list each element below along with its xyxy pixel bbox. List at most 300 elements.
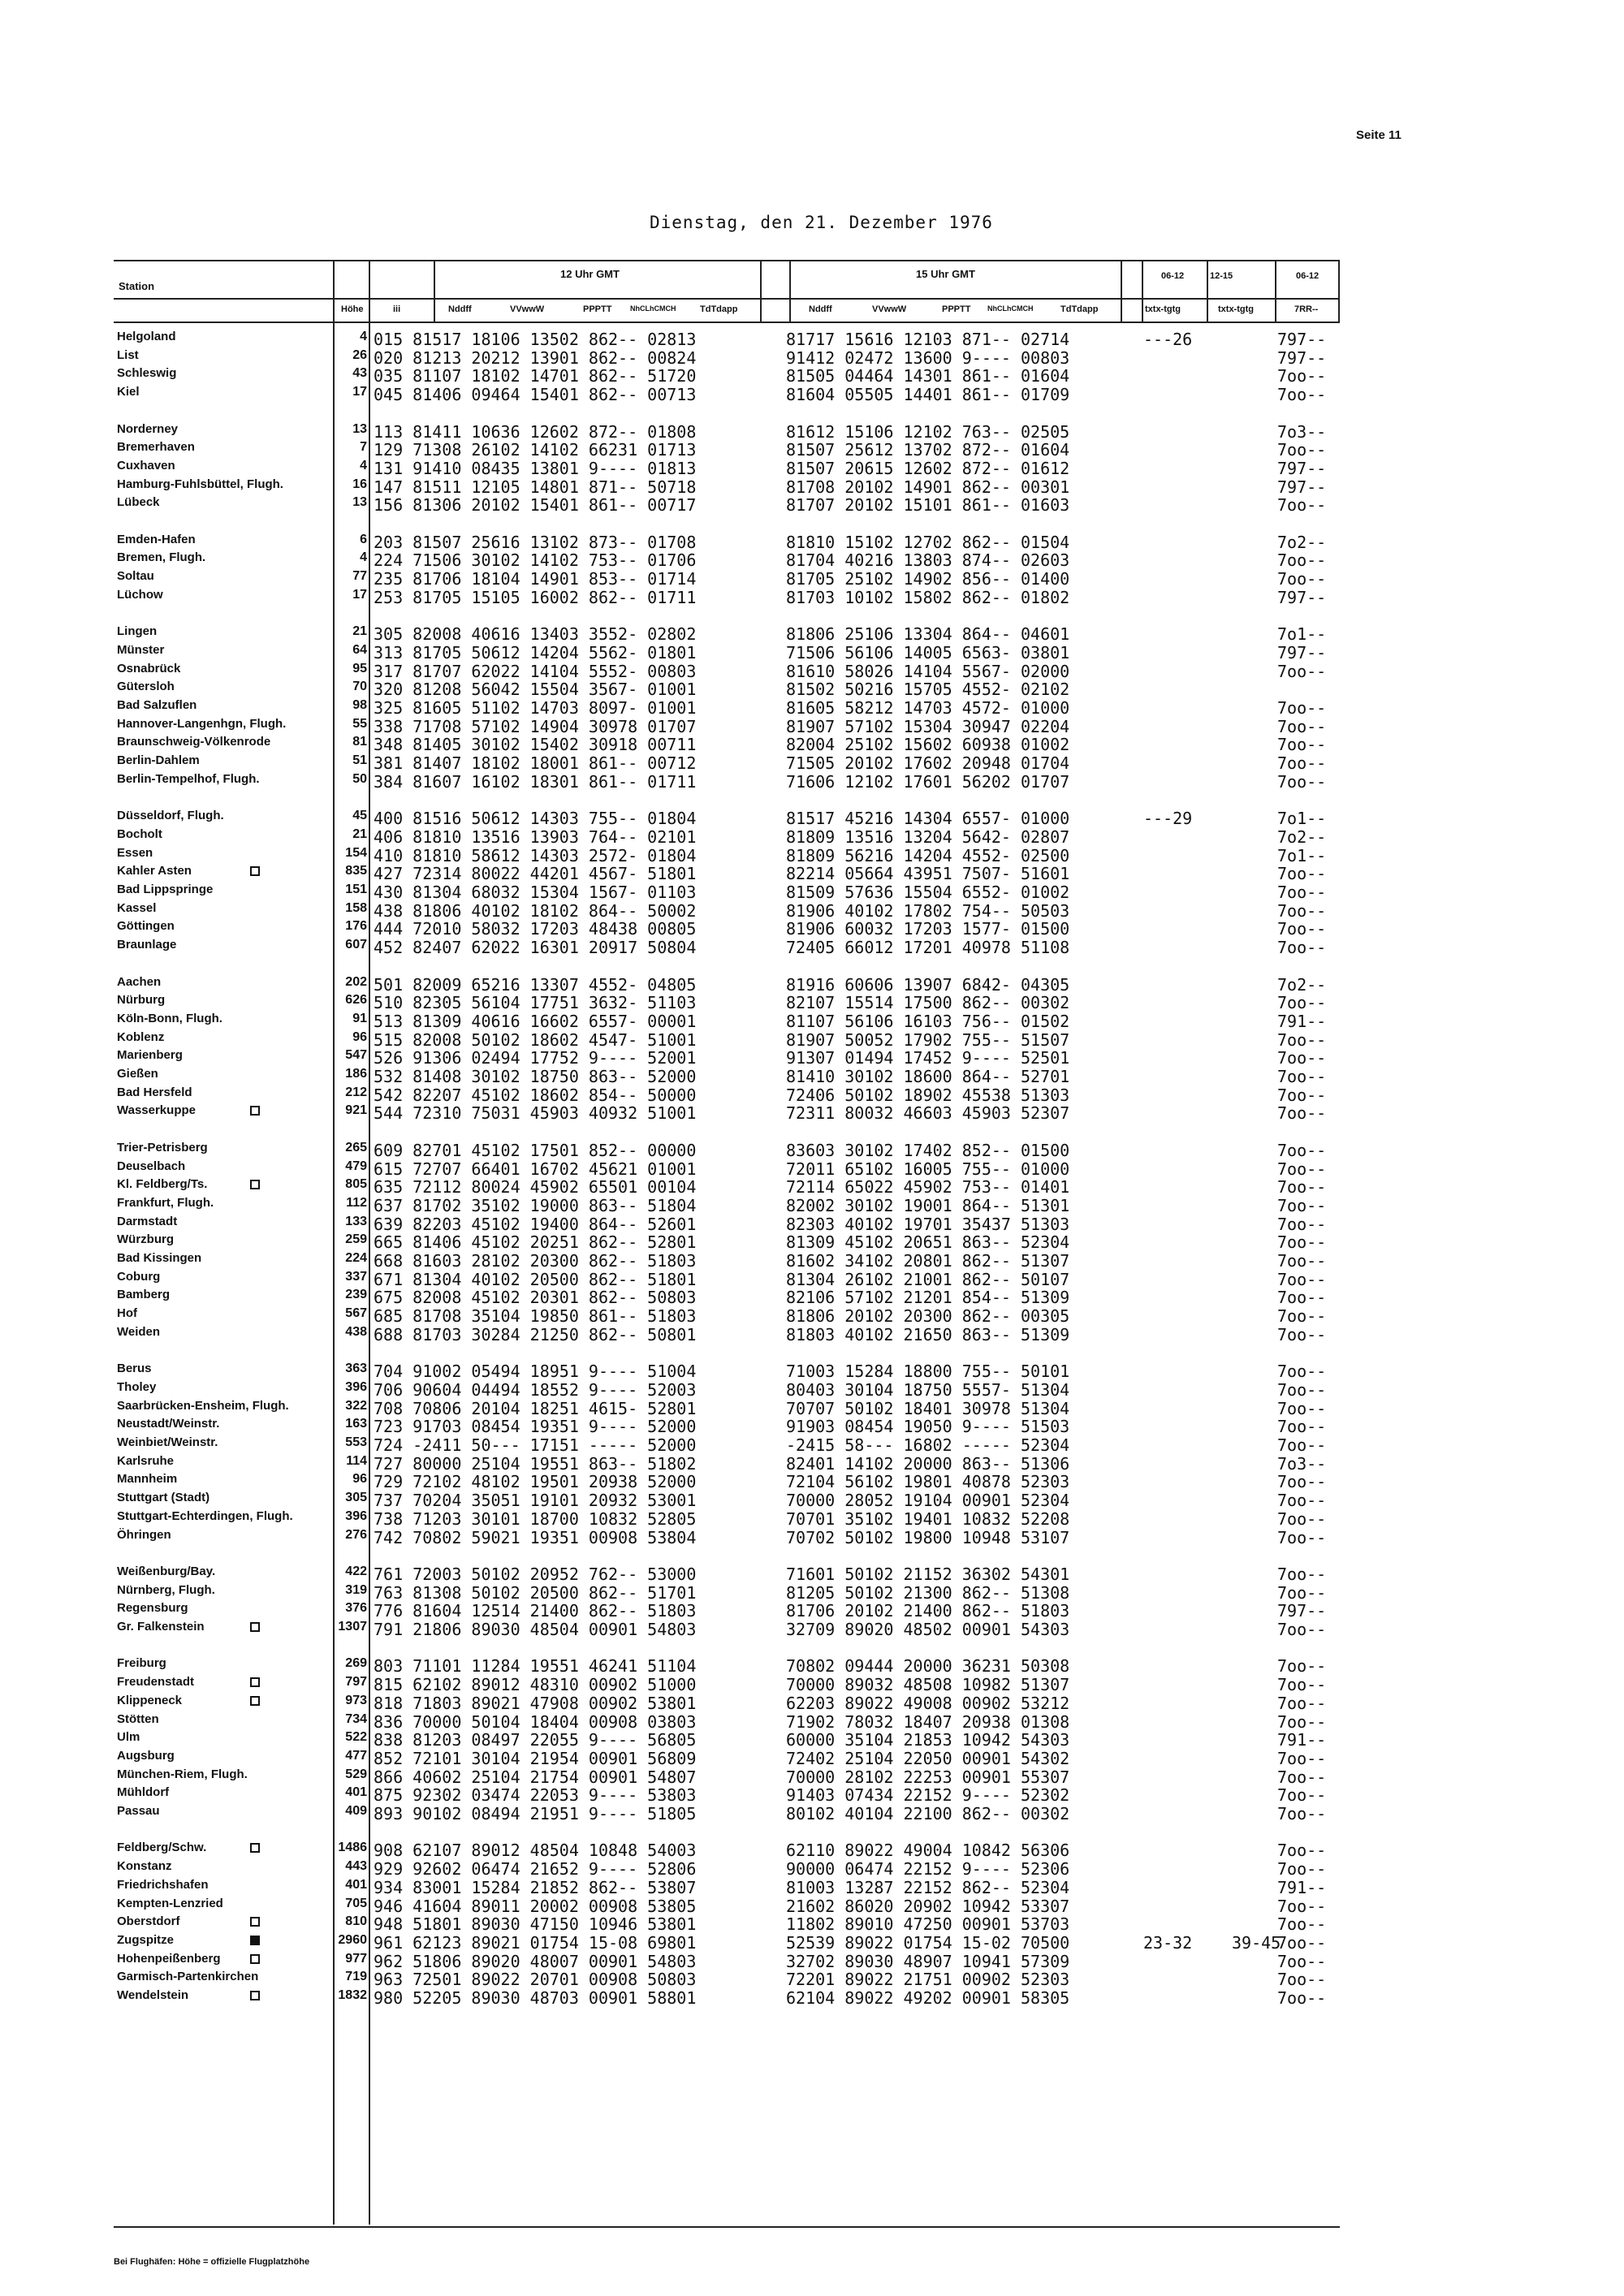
obs-15-gmt: 81706 20102 21400 862-- 51803 [786, 1601, 1070, 1621]
obs-12-gmt: 675 82008 45102 20301 862-- 50803 [374, 1288, 697, 1308]
precip-group: 7oo-- [1277, 1508, 1327, 1529]
obs-12-gmt: 708 70806 20104 18251 4615- 52801 [374, 1398, 697, 1418]
precip-group: 7oo-- [1277, 900, 1327, 921]
square-icon [250, 1180, 260, 1189]
station-height: 13 [352, 421, 367, 436]
page-number: Seite 11 [1356, 128, 1402, 142]
rule-15-start [789, 260, 791, 322]
obs-15-gmt: 81810 15102 12702 862-- 01504 [786, 532, 1070, 552]
station-height: 50 [352, 771, 367, 786]
obs-15-gmt: 82401 14102 20000 863-- 51306 [786, 1453, 1070, 1474]
station-height: 133 [345, 1214, 367, 1228]
precip-group: 7oo-- [1277, 550, 1327, 571]
obs-12-gmt: 515 82008 50102 18602 4547- 51001 [374, 1029, 697, 1050]
obs-15-gmt: 72402 25104 22050 00901 54302 [786, 1748, 1070, 1768]
obs-15-gmt: 70701 35102 19401 10832 52208 [786, 1508, 1070, 1529]
obs-12-gmt: 609 82701 45102 17501 852-- 00000 [374, 1140, 697, 1160]
obs-15-gmt: 81906 40102 17802 754-- 50503 [786, 900, 1070, 921]
precip-group: 7oo-- [1277, 938, 1327, 958]
precip-group: 7oo-- [1277, 1620, 1327, 1639]
obs-12-gmt: 948 51801 89030 47150 10946 53801 [374, 1914, 697, 1935]
precip-group: 7oo-- [1277, 1398, 1327, 1418]
obs-15-gmt: 21602 86020 20902 10942 53307 [786, 1896, 1070, 1916]
obs-15-gmt: 90000 06474 22152 9---- 52306 [786, 1859, 1070, 1880]
obs-15-gmt: 81703 10102 15802 862-- 01802 [786, 587, 1070, 607]
header-gmt12: 12 Uhr GMT [560, 268, 620, 280]
station-height: 176 [345, 919, 367, 934]
header-extra-code-2: txtx-tgtg [1218, 304, 1254, 314]
station-height: 17 [352, 385, 367, 399]
precip-group: 7oo-- [1277, 864, 1327, 884]
station-height: 112 [346, 1195, 367, 1210]
precip-group: 7oo-- [1277, 1214, 1327, 1234]
precip-group: 7oo-- [1277, 1159, 1327, 1179]
obs-12-gmt: 400 81516 50612 14303 755-- 01804 [374, 809, 697, 829]
station-name: Koblenz [117, 1029, 165, 1044]
obs-15-gmt: 71902 78032 18407 20938 01308 [786, 1711, 1070, 1732]
obs-12-gmt: 427 72314 80022 44201 4567- 51801 [374, 864, 697, 884]
obs-15-gmt: 81304 26102 21001 862-- 50107 [786, 1269, 1070, 1289]
station-height: 45 [352, 809, 367, 823]
station-name: Soltau [117, 569, 154, 584]
precip-group: 7oo-- [1277, 1269, 1327, 1289]
station-height: 21 [352, 826, 367, 841]
station-name: Mühldorf [117, 1785, 170, 1800]
station-height: 607 [345, 938, 367, 952]
station-height: 396 [345, 1508, 367, 1523]
square-icon [250, 1917, 260, 1927]
obs-15-gmt: 71505 20102 17602 20948 01704 [786, 753, 1070, 774]
obs-12-gmt: 761 72003 50102 20952 762-- 53000 [374, 1564, 697, 1584]
precip-group: 797-- [1277, 330, 1327, 349]
station-height: 269 [345, 1656, 367, 1671]
station-height: 91 [352, 1011, 367, 1025]
obs-12-gmt: 737 70204 35051 19101 20932 53001 [374, 1491, 697, 1511]
header-code-15-1: Nddff [809, 304, 832, 314]
obs-12-gmt: 908 62107 89012 48504 10848 54003 [374, 1841, 697, 1861]
precip-group: 791-- [1277, 1011, 1327, 1031]
obs-15-gmt: 81604 05505 14401 861-- 01709 [786, 385, 1070, 405]
station-name: Münster [117, 642, 165, 657]
station-name: Gießen [117, 1067, 158, 1081]
station-name: Kiel [117, 385, 140, 399]
station-name: Coburg [117, 1269, 161, 1284]
rule-12-end [760, 260, 762, 322]
obs-15-gmt: 81806 20102 20300 862-- 00305 [786, 1306, 1070, 1327]
obs-12-gmt: 325 81605 51102 14703 8097- 01001 [374, 698, 697, 718]
obs-15-gmt: 72311 80032 46603 45903 52307 [786, 1103, 1070, 1124]
obs-15-gmt: 11802 89010 47250 00901 53703 [786, 1914, 1070, 1935]
station-name: Braunschweig-Völkenrode [117, 735, 271, 749]
precip-group: 7oo-- [1277, 1859, 1327, 1880]
station-height: 212 [345, 1085, 367, 1099]
obs-12-gmt: 045 81406 09464 15401 862-- 00713 [374, 385, 697, 405]
station-name: Friedrichshafen [117, 1877, 209, 1892]
precip-group: 7oo-- [1277, 1767, 1327, 1787]
temp-range-06-12: ---29 [1143, 809, 1193, 829]
station-name: List [117, 347, 139, 362]
precip-group: 7oo-- [1277, 1177, 1327, 1198]
precip-group: 7oo-- [1277, 993, 1327, 1013]
station-height: 547 [345, 1048, 367, 1063]
station-name: Düsseldorf, Flugh. [117, 809, 224, 823]
station-height: 265 [345, 1140, 367, 1154]
obs-12-gmt: 791 21806 89030 48504 00901 54803 [374, 1620, 697, 1639]
obs-15-gmt: 72114 65022 45902 753-- 01401 [786, 1177, 1070, 1198]
obs-12-gmt: 438 81806 40102 18102 864-- 50002 [374, 900, 697, 921]
obs-12-gmt: 637 81702 35102 19000 863-- 51804 [374, 1195, 697, 1215]
station-height: 921 [345, 1103, 367, 1118]
obs-15-gmt: 81509 57636 15504 6552- 01002 [786, 883, 1070, 902]
obs-12-gmt: 348 81405 30102 15402 30918 00711 [374, 735, 697, 755]
obs-12-gmt: 665 81406 45102 20251 862-- 52801 [374, 1232, 697, 1253]
precip-group: 7o3-- [1277, 421, 1327, 442]
obs-12-gmt: 131 91410 08435 13801 9---- 01813 [374, 458, 697, 478]
obs-12-gmt: 203 81507 25616 13102 873-- 01708 [374, 532, 697, 552]
precip-group: 797-- [1277, 477, 1327, 497]
precip-group: 7oo-- [1277, 1693, 1327, 1713]
precip-group: 7oo-- [1277, 1362, 1327, 1382]
station-height: 626 [345, 993, 367, 1008]
obs-15-gmt: 81309 45102 20651 863-- 52304 [786, 1232, 1070, 1253]
station-name: Wendelstein [117, 1988, 189, 2002]
obs-15-gmt: 81517 45216 14304 6557- 01000 [786, 809, 1070, 829]
station-height: 64 [352, 642, 367, 657]
station-name: Freiburg [117, 1656, 166, 1671]
precip-group: 7oo-- [1277, 1379, 1327, 1400]
station-height: 202 [345, 974, 367, 989]
obs-12-gmt: 893 90102 08494 21951 9---- 51805 [374, 1804, 697, 1823]
header-code-12-3: PPPTT [583, 304, 612, 314]
station-name: Marienberg [117, 1048, 183, 1063]
precip-group: 7oo-- [1277, 1435, 1327, 1455]
page-title: Dienstag, den 21. Dezember 1976 [650, 213, 993, 232]
precip-group: 797-- [1277, 642, 1327, 662]
station-name: München-Riem, Flugh. [117, 1767, 248, 1781]
station-height: 973 [345, 1693, 367, 1707]
precip-group: 7oo-- [1277, 1417, 1327, 1437]
precip-group: 7oo-- [1277, 1951, 1327, 1971]
obs-15-gmt: 81707 20102 15101 861-- 01603 [786, 495, 1070, 516]
precip-group: 7oo-- [1277, 569, 1327, 589]
square-icon [250, 1954, 260, 1964]
obs-12-gmt: 875 92302 03474 22053 9---- 53803 [374, 1785, 697, 1806]
station-name: Lüchow [117, 587, 163, 602]
obs-12-gmt: 544 72310 75031 45903 40932 51001 [374, 1103, 697, 1124]
precip-group: 797-- [1277, 587, 1327, 607]
precip-group: 7oo-- [1277, 366, 1327, 386]
station-name: Feldberg/Schw. [117, 1841, 207, 1855]
station-height: 114 [346, 1453, 367, 1468]
precip-group: 7o2-- [1277, 974, 1327, 995]
station-name: Norderney [117, 421, 179, 436]
station-height: 567 [345, 1306, 367, 1321]
precip-group: 7oo-- [1277, 883, 1327, 902]
obs-12-gmt: 706 90604 04494 18552 9---- 52003 [374, 1379, 697, 1400]
obs-15-gmt: 82106 57102 21201 854-- 51309 [786, 1288, 1070, 1308]
station-name: Hamburg-Fuhlsbüttel, Flugh. [117, 477, 283, 491]
precip-group: 7oo-- [1277, 1195, 1327, 1215]
obs-12-gmt: 704 91002 05494 18951 9---- 51004 [374, 1362, 697, 1382]
station-height: 705 [345, 1896, 367, 1910]
obs-12-gmt: 305 82008 40616 13403 3552- 02802 [374, 624, 697, 645]
station-name: Gr. Falkenstein [117, 1620, 205, 1634]
station-height: 4 [360, 330, 367, 343]
obs-15-gmt: -2415 58--- 16802 ----- 52304 [786, 1435, 1070, 1455]
precip-group: 797-- [1277, 347, 1327, 368]
station-name: Osnabrück [117, 661, 181, 675]
obs-15-gmt: 82303 40102 19701 35437 51303 [786, 1214, 1070, 1234]
obs-12-gmt: 384 81607 16102 18301 861-- 01711 [374, 771, 697, 792]
precip-group: 7oo-- [1277, 1472, 1327, 1492]
station-height: 319 [345, 1582, 367, 1597]
station-name: Wasserkuppe [117, 1103, 196, 1118]
obs-12-gmt: 635 72112 80024 45902 65501 00104 [374, 1177, 697, 1198]
station-name: Bamberg [117, 1288, 171, 1302]
obs-12-gmt: 410 81810 58612 14303 2572- 01804 [374, 845, 697, 865]
header-range-1: 06-12 [1161, 271, 1185, 281]
obs-12-gmt: 671 81304 40102 20500 862-- 51801 [374, 1269, 697, 1289]
obs-15-gmt: 62203 89022 49008 00902 53212 [786, 1693, 1070, 1713]
obs-15-gmt: 72011 65102 16005 755-- 01000 [786, 1159, 1070, 1179]
station-name: Bremen, Flugh. [117, 550, 206, 565]
station-height: 239 [345, 1288, 367, 1302]
obs-12-gmt: 776 81604 12514 21400 862-- 51803 [374, 1601, 697, 1621]
precip-group: 7oo-- [1277, 1711, 1327, 1732]
obs-15-gmt: 62104 89022 49202 00901 58305 [786, 1988, 1070, 2008]
obs-15-gmt: 71601 50102 21152 36302 54301 [786, 1564, 1070, 1584]
station-name: Köln-Bonn, Flugh. [117, 1011, 222, 1025]
header-code-15-3: PPPTT [942, 304, 971, 314]
precip-group: 7o1-- [1277, 624, 1327, 645]
rule-extra-2 [1207, 260, 1208, 322]
station-name: Konstanz [117, 1859, 172, 1874]
station-name: Frankfurt, Flugh. [117, 1195, 214, 1210]
precip-group: 7oo-- [1277, 771, 1327, 792]
station-name: Mannheim [117, 1472, 178, 1487]
station-name: Cuxhaven [117, 458, 175, 473]
precip-group: 7oo-- [1277, 1527, 1327, 1547]
header-code-12-2: VVwwW [510, 304, 545, 314]
station-name: Essen [117, 845, 153, 860]
station-height: 2960 [338, 1932, 367, 1947]
station-height: 4 [360, 550, 367, 565]
station-name: Freudenstadt [117, 1675, 195, 1690]
station-height: 6 [360, 532, 367, 546]
station-name: Bad Salzuflen [117, 698, 197, 712]
square-icon [250, 866, 260, 876]
station-name: Kassel [117, 900, 157, 915]
obs-15-gmt: 82214 05664 43951 7507- 51601 [786, 864, 1070, 884]
station-name: Helgoland [117, 330, 176, 343]
station-height: 734 [345, 1711, 367, 1726]
obs-15-gmt: 70000 28052 19104 00901 52304 [786, 1491, 1070, 1511]
station-name: Trier-Petrisberg [117, 1140, 208, 1154]
precip-group: 7oo-- [1277, 1085, 1327, 1105]
station-height: 98 [352, 698, 367, 712]
station-name: Regensburg [117, 1601, 188, 1616]
obs-12-gmt: 313 81705 50612 14204 5562- 01801 [374, 642, 697, 662]
header-station: Station [119, 280, 155, 292]
station-height: 396 [345, 1379, 367, 1394]
station-height: 1486 [338, 1841, 367, 1855]
station-name: Weißenburg/Bay. [117, 1564, 216, 1578]
obs-12-gmt: 852 72101 30104 21954 00901 56809 [374, 1748, 697, 1768]
obs-12-gmt: 320 81208 56042 15504 3567- 01001 [374, 680, 697, 700]
obs-12-gmt: 934 83001 15284 21852 862-- 53807 [374, 1877, 697, 1897]
station-height: 21 [352, 624, 367, 639]
precip-group: 7oo-- [1277, 735, 1327, 755]
station-height: 797 [345, 1675, 367, 1690]
obs-15-gmt: 81708 20102 14901 862-- 00301 [786, 477, 1070, 497]
precip-group: 7oo-- [1277, 1288, 1327, 1308]
precip-group: 7oo-- [1277, 1251, 1327, 1271]
header-gmt15: 15 Uhr GMT [916, 268, 975, 280]
header-range-3: 06-12 [1296, 271, 1320, 281]
obs-15-gmt: 82002 30102 19001 864-- 51301 [786, 1195, 1070, 1215]
station-height: 1832 [338, 1988, 367, 2002]
station-height: 438 [345, 1324, 367, 1339]
obs-15-gmt: 81605 58212 14703 4572- 01000 [786, 698, 1070, 718]
header-extra-code-1: txtx-tgtg [1145, 304, 1181, 314]
obs-15-gmt: 81907 57102 15304 30947 02204 [786, 716, 1070, 736]
obs-15-gmt: 72104 56102 19801 40878 52303 [786, 1472, 1070, 1492]
square-icon [250, 1106, 260, 1116]
station-height: 43 [352, 366, 367, 381]
obs-15-gmt: 80102 40104 22100 862-- 00302 [786, 1804, 1070, 1823]
station-height: 151 [345, 883, 367, 896]
obs-15-gmt: 52539 89022 01754 15-02 70500 [786, 1932, 1070, 1953]
station-name: Stuttgart-Echterdingen, Flugh. [117, 1508, 293, 1523]
obs-12-gmt: 020 81213 20212 13901 862-- 00824 [374, 347, 697, 368]
obs-15-gmt: 81505 04464 14301 861-- 01604 [786, 366, 1070, 386]
header-code-12-5: TdTdapp [700, 304, 738, 314]
station-height: 95 [352, 661, 367, 675]
precip-group: 7oo-- [1277, 1932, 1327, 1953]
obs-15-gmt: 81705 25102 14902 856-- 01400 [786, 569, 1070, 589]
precip-group: 7o1-- [1277, 809, 1327, 829]
rule-extra-3 [1275, 260, 1276, 322]
station-height: 4 [360, 458, 367, 473]
obs-15-gmt: 81003 13287 22152 862-- 52304 [786, 1877, 1070, 1897]
header-code-15-4: NhCLhCMCH [987, 304, 1034, 313]
temp-range-06-12: ---26 [1143, 330, 1193, 349]
station-name: Hannover-Langenhgn, Flugh. [117, 716, 287, 731]
obs-12-gmt: 510 82305 56104 17751 3632- 51103 [374, 993, 697, 1013]
obs-12-gmt: 035 81107 18102 14701 862-- 51720 [374, 366, 697, 386]
obs-15-gmt: 81803 40102 21650 863-- 51309 [786, 1324, 1070, 1344]
rule-15-end [1121, 260, 1122, 322]
header-code-12-4: NhCLhCMCH [630, 304, 676, 313]
obs-15-gmt: 81704 40216 13803 874-- 02603 [786, 550, 1070, 571]
precip-group: 7oo-- [1277, 1564, 1327, 1584]
station-name: Stuttgart (Stadt) [117, 1491, 210, 1505]
obs-12-gmt: 980 52205 89030 48703 00901 58801 [374, 1988, 697, 2008]
station-height: 322 [345, 1398, 367, 1413]
station-height: 422 [345, 1564, 367, 1578]
obs-12-gmt: 542 82207 45102 18602 854-- 50000 [374, 1085, 697, 1105]
station-name: Bad Kissingen [117, 1251, 202, 1265]
station-height: 51 [352, 753, 367, 768]
station-name: Aachen [117, 974, 162, 989]
station-name: Weiden [117, 1324, 161, 1339]
precip-group: 7oo-- [1277, 1748, 1327, 1768]
obs-12-gmt: 317 81707 62022 14104 5552- 00803 [374, 661, 697, 681]
obs-12-gmt: 156 81306 20102 15401 861-- 00717 [374, 495, 697, 516]
obs-12-gmt: 723 91703 08454 19351 9---- 52000 [374, 1417, 697, 1437]
obs-12-gmt: 763 81308 50102 20500 862-- 51701 [374, 1582, 697, 1603]
station-name: Bad Hersfeld [117, 1085, 192, 1099]
obs-15-gmt: 60000 35104 21853 10942 54303 [786, 1730, 1070, 1750]
station-height: 13 [352, 495, 367, 510]
station-name: Deuselbach [117, 1159, 186, 1173]
precip-group: 7oo-- [1277, 919, 1327, 939]
precip-group: 797-- [1277, 458, 1327, 478]
station-name: Hohenpeißenberg [117, 1951, 221, 1966]
station-height: 17 [352, 587, 367, 602]
station-name: Kl. Feldberg/Ts. [117, 1177, 208, 1192]
obs-15-gmt: 81610 58026 14104 5567- 02000 [786, 661, 1070, 681]
station-height: 1307 [338, 1620, 367, 1634]
precip-group: 7oo-- [1277, 1103, 1327, 1124]
obs-12-gmt: 129 71308 26102 14102 66231 01713 [374, 440, 697, 460]
station-height: 224 [345, 1251, 367, 1265]
header-extra-code-3: 7RR-- [1294, 304, 1319, 314]
station-name: Würzburg [117, 1232, 174, 1247]
station-name: Bocholt [117, 826, 162, 841]
precip-group: 7o3-- [1277, 1453, 1327, 1474]
station-height: 186 [345, 1067, 367, 1081]
station-name: Hof [117, 1306, 137, 1321]
station-height: 719 [345, 1970, 367, 1984]
precip-group: 7oo-- [1277, 495, 1327, 516]
header-code-12-1: Nddff [448, 304, 472, 314]
header-code-15-5: TdTdapp [1060, 304, 1099, 314]
station-name: Kahler Asten [117, 864, 192, 878]
obs-15-gmt: 80403 30104 18750 5557- 51304 [786, 1379, 1070, 1400]
station-name: Passau [117, 1804, 160, 1818]
obs-12-gmt: 615 72707 66401 16702 45621 01001 [374, 1159, 697, 1179]
obs-12-gmt: 532 81408 30102 18750 863-- 52000 [374, 1067, 697, 1086]
obs-15-gmt: 81717 15616 12103 871-- 02714 [786, 330, 1070, 349]
precip-group: 7oo-- [1277, 661, 1327, 681]
obs-12-gmt: 501 82009 65216 13307 4552- 04805 [374, 974, 697, 995]
station-height: 337 [345, 1269, 367, 1284]
precip-group: 7oo-- [1277, 1324, 1327, 1344]
station-height: 835 [345, 864, 367, 878]
precip-group: 7oo-- [1277, 1582, 1327, 1603]
precip-group: 7oo-- [1277, 1988, 1327, 2008]
obs-15-gmt: 81612 15106 12102 763-- 02505 [786, 421, 1070, 442]
obs-15-gmt: 72405 66012 17201 40978 51108 [786, 938, 1070, 958]
precip-group: 7oo-- [1277, 1675, 1327, 1695]
station-height: 810 [345, 1914, 367, 1929]
precip-group: 7oo-- [1277, 440, 1327, 460]
temp-range-06-12: 23-32 [1143, 1932, 1193, 1953]
obs-15-gmt: 91403 07434 22152 9---- 52302 [786, 1785, 1070, 1806]
station-name: Stötten [117, 1711, 159, 1726]
station-height: 81 [352, 735, 367, 749]
obs-12-gmt: 668 81603 28102 20300 862-- 51803 [374, 1251, 697, 1271]
obs-12-gmt: 253 81705 15105 16002 862-- 01711 [374, 587, 697, 607]
obs-12-gmt: 803 71101 11284 19551 46241 51104 [374, 1656, 697, 1677]
station-height: 158 [345, 900, 367, 915]
obs-15-gmt: 70802 09444 20000 36231 50308 [786, 1656, 1070, 1677]
obs-15-gmt: 70000 89032 48508 10982 51307 [786, 1675, 1070, 1695]
station-name: Göttingen [117, 919, 175, 934]
square-icon [250, 1843, 260, 1853]
station-height: 70 [352, 680, 367, 694]
